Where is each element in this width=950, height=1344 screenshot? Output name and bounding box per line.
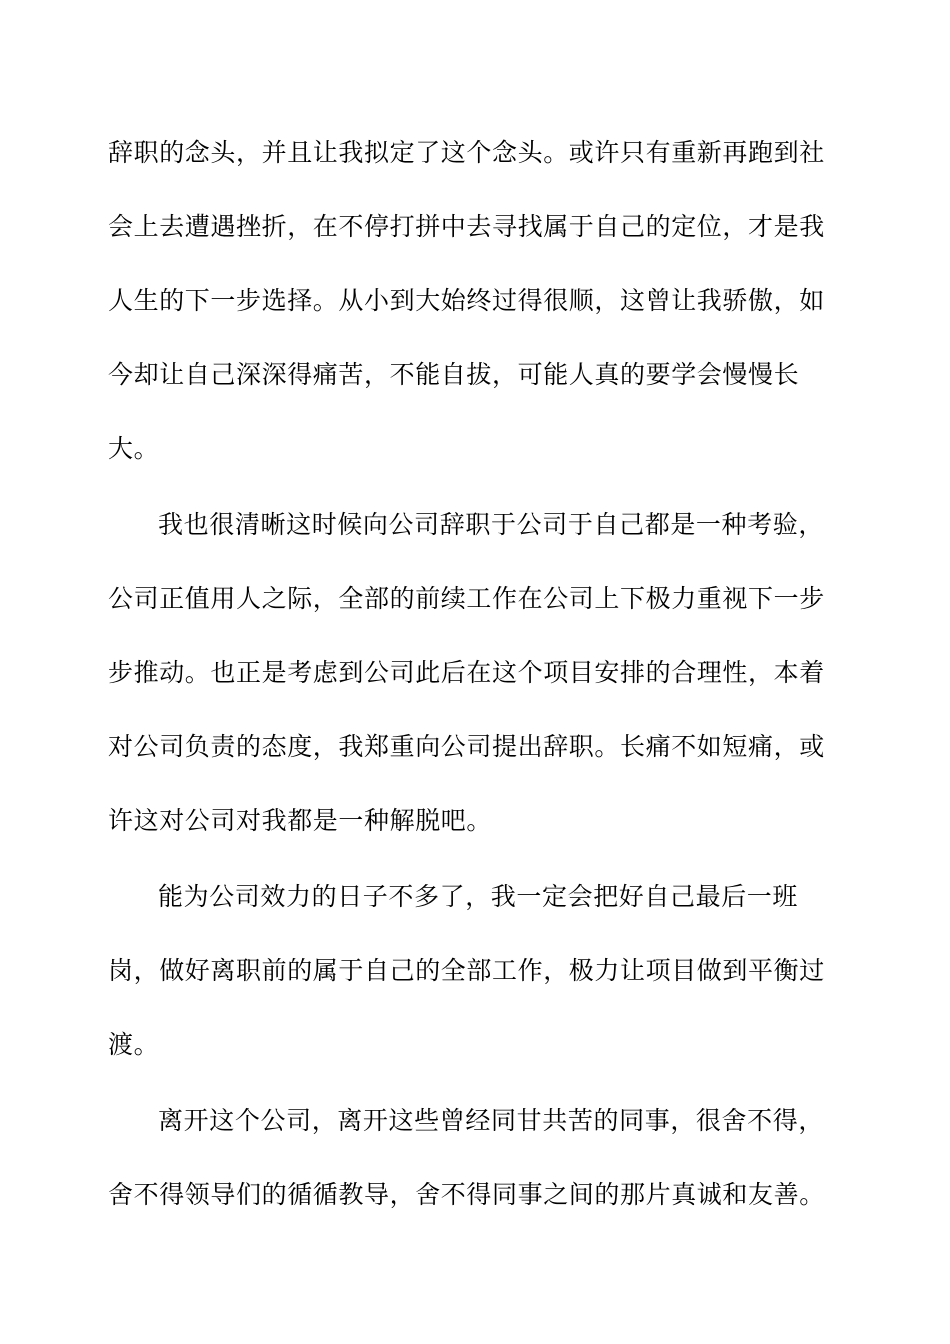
paragraph-line: 会上去遭遇挫折，在不停打拼中去寻找属于自己的定位，才是我 [108,212,825,241]
paragraph-line: 舍不得领导们的循循教导，舍不得同事之间的那片真诚和友善。 [108,1180,825,1209]
paragraph-line: 我也很清晰这时候向公司辞职于公司于自己都是一种考验， [158,510,824,539]
paragraph-line: 人生的下一步选择。从小到大始终过得很顺，这曾让我骄傲，如 [108,286,825,315]
paragraph-line: 离开这个公司，离开这些曾经同甘共苦的同事，很舍不得， [158,1106,824,1135]
paragraph-line: 步推动。也正是考虑到公司此后在这个项目安排的合理性，本着 [108,658,825,687]
paragraph-line: 大。 [108,434,160,463]
paragraph-line: 辞职的念头，并且让我拟定了这个念头。或许只有重新再跑到社 [108,138,825,167]
paragraph-line: 许这对公司对我都是一种解脱吧。 [108,806,493,835]
paragraph-line: 对公司负责的态度，我郑重向公司提出辞职。长痛不如短痛，或 [108,732,825,761]
paragraph-line: 公司正值用人之际，全部的前续工作在公司上下极力重视下一步 [108,584,825,613]
paragraph-line: 岗，做好离职前的属于自己的全部工作，极力让项目做到平衡过 [108,956,825,985]
paragraph-line: 今却让自己深深得痛苦，不能自拔，可能人真的要学会慢慢长 [108,360,800,389]
paragraph-line: 能为公司效力的日子不多了，我一定会把好自己最后一班 [158,882,799,911]
paragraph-line: 渡。 [108,1030,160,1059]
